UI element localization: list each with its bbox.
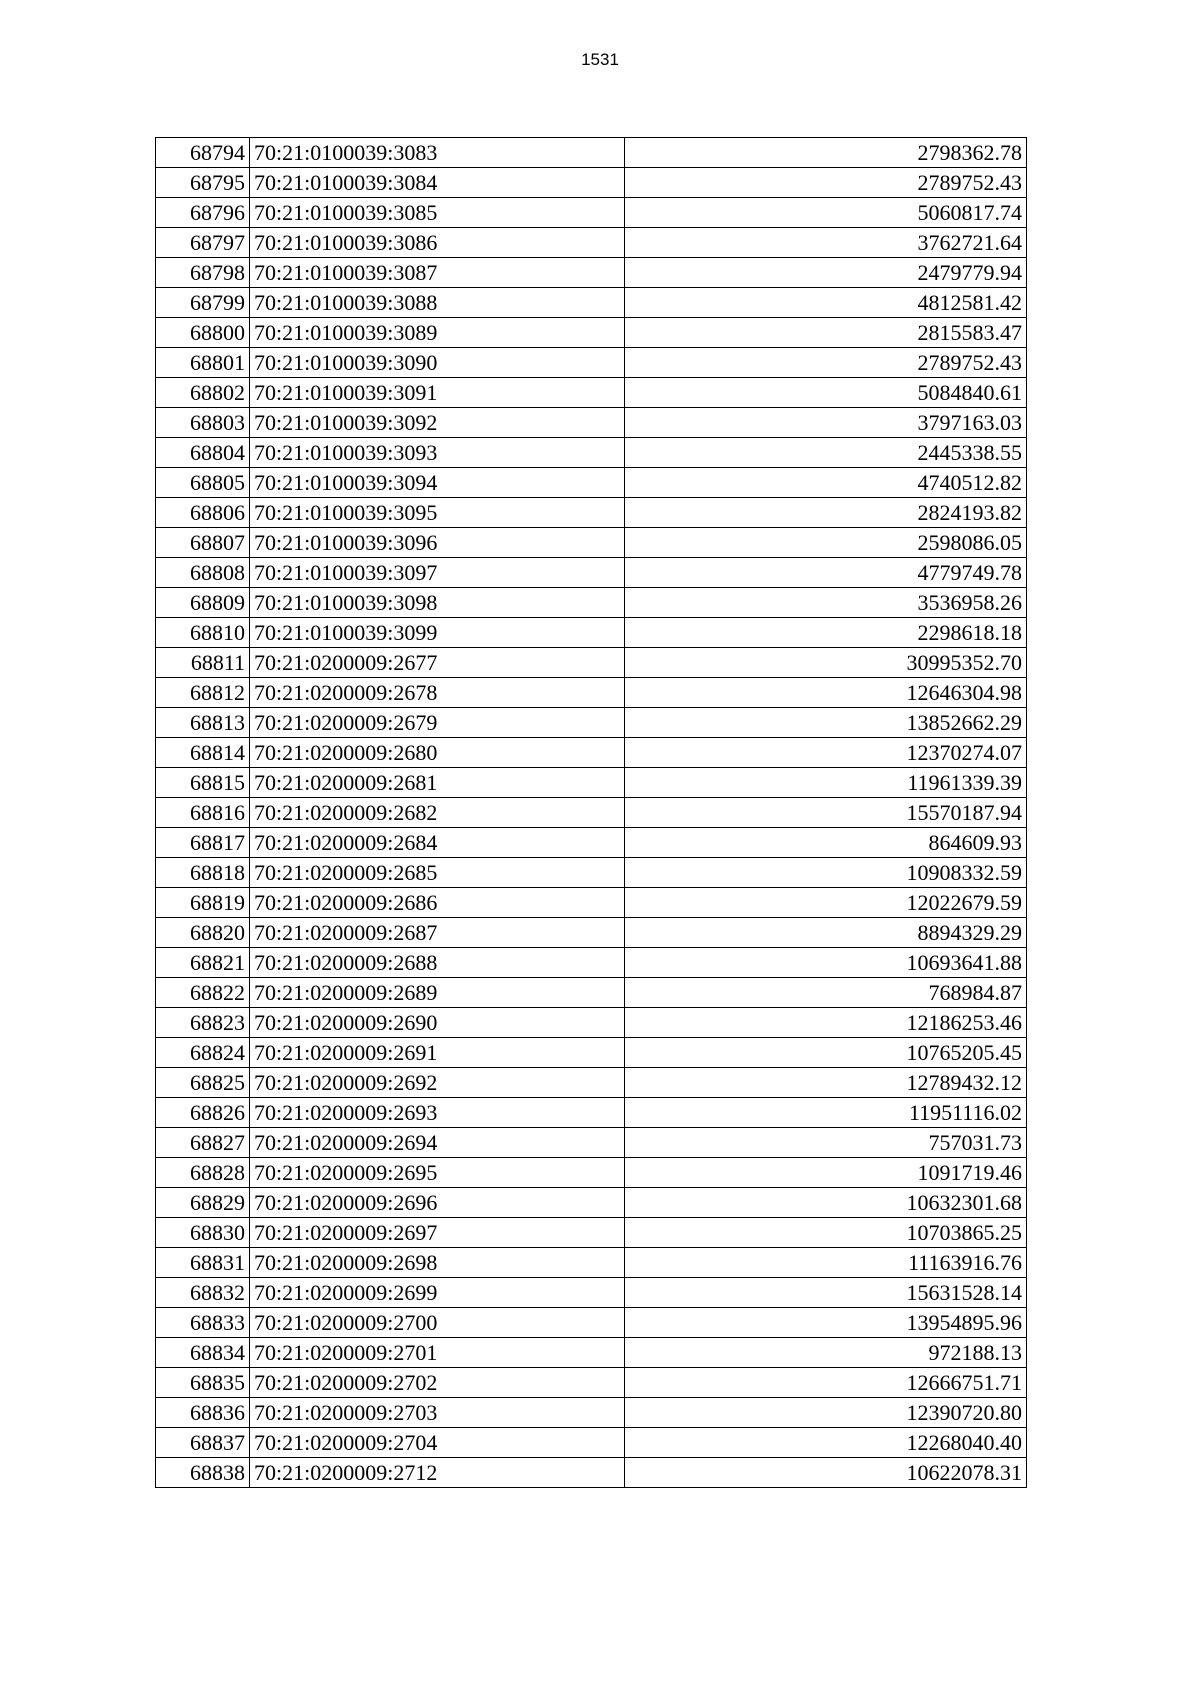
cadastral-value-cell: 757031.73 bbox=[625, 1128, 1027, 1158]
cadastral-value-cell: 11163916.76 bbox=[625, 1248, 1027, 1278]
cadastral-number-cell: 70:21:0200009:2677 bbox=[250, 648, 625, 678]
cadastral-number-cell: 70:21:0200009:2684 bbox=[250, 828, 625, 858]
table-row bbox=[156, 1428, 1027, 1458]
table-row bbox=[156, 858, 1027, 888]
cadastral-value-cell: 2789752.43 bbox=[625, 348, 1027, 378]
cadastral-number-cell: 70:21:0100039:3096 bbox=[250, 528, 625, 558]
row-number-cell: 68813 bbox=[156, 708, 250, 738]
row-number-cell: 68821 bbox=[156, 948, 250, 978]
cadastral-number-cell: 70:21:0100039:3098 bbox=[250, 588, 625, 618]
table-row bbox=[156, 1368, 1027, 1398]
cadastral-number-cell: 70:21:0200009:2696 bbox=[250, 1188, 625, 1218]
table-row bbox=[156, 1158, 1027, 1188]
cadastral-value-cell: 2479779.94 bbox=[625, 258, 1027, 288]
table-row bbox=[156, 1038, 1027, 1068]
row-number-cell: 68805 bbox=[156, 468, 250, 498]
cadastral-number-cell: 70:21:0200009:2686 bbox=[250, 888, 625, 918]
cadastral-number-cell: 70:21:0100039:3085 bbox=[250, 198, 625, 228]
page-number: 1531 bbox=[581, 50, 619, 69]
cadastral-value-cell: 5084840.61 bbox=[625, 378, 1027, 408]
table-row bbox=[156, 1098, 1027, 1128]
cadastral-value-cell: 10765205.45 bbox=[625, 1038, 1027, 1068]
table-row bbox=[156, 798, 1027, 828]
row-number-cell: 68817 bbox=[156, 828, 250, 858]
cadastral-value-cell: 10693641.88 bbox=[625, 948, 1027, 978]
cadastral-number-cell: 70:21:0100039:3087 bbox=[250, 258, 625, 288]
table-row bbox=[156, 408, 1027, 438]
cadastral-value-cell: 2298618.18 bbox=[625, 618, 1027, 648]
cadastral-value-cell: 15570187.94 bbox=[625, 798, 1027, 828]
cadastral-number-cell: 70:21:0100039:3089 bbox=[250, 318, 625, 348]
cadastral-number-cell: 70:21:0200009:2681 bbox=[250, 768, 625, 798]
row-number-cell: 68820 bbox=[156, 918, 250, 948]
row-number-cell: 68815 bbox=[156, 768, 250, 798]
row-number-cell: 68808 bbox=[156, 558, 250, 588]
cadastral-value-cell: 12666751.71 bbox=[625, 1368, 1027, 1398]
row-number-cell: 68823 bbox=[156, 1008, 250, 1038]
cadastral-number-cell: 70:21:0200009:2689 bbox=[250, 978, 625, 1008]
table-row bbox=[156, 1278, 1027, 1308]
table-row bbox=[156, 1308, 1027, 1338]
cadastral-number-cell: 70:21:0100039:3090 bbox=[250, 348, 625, 378]
table-row bbox=[156, 498, 1027, 528]
cadastral-value-cell: 2789752.43 bbox=[625, 168, 1027, 198]
cadastral-number-cell: 70:21:0200009:2704 bbox=[250, 1428, 625, 1458]
cadastral-number-cell: 70:21:0200009:2699 bbox=[250, 1278, 625, 1308]
cadastral-value-cell: 4740512.82 bbox=[625, 468, 1027, 498]
table-row bbox=[156, 1008, 1027, 1038]
row-number-cell: 68807 bbox=[156, 528, 250, 558]
table-row bbox=[156, 558, 1027, 588]
cadastral-value-cell: 12370274.07 bbox=[625, 738, 1027, 768]
table-row bbox=[156, 378, 1027, 408]
cadastral-number-cell: 70:21:0100039:3088 bbox=[250, 288, 625, 318]
cadastral-value-cell: 4812581.42 bbox=[625, 288, 1027, 318]
row-number-cell: 68832 bbox=[156, 1278, 250, 1308]
table-row bbox=[156, 708, 1027, 738]
table-row bbox=[156, 138, 1027, 168]
table-row bbox=[156, 318, 1027, 348]
table-row bbox=[156, 198, 1027, 228]
cadastral-number-cell: 70:21:0200009:2679 bbox=[250, 708, 625, 738]
row-number-cell: 68802 bbox=[156, 378, 250, 408]
table-row bbox=[156, 588, 1027, 618]
row-number-cell: 68838 bbox=[156, 1458, 250, 1488]
cadastral-number-cell: 70:21:0200009:2693 bbox=[250, 1098, 625, 1128]
cadastral-value-table bbox=[155, 137, 1027, 1488]
row-number-cell: 68835 bbox=[156, 1368, 250, 1398]
table-row bbox=[156, 828, 1027, 858]
row-number-cell: 68799 bbox=[156, 288, 250, 318]
cadastral-value-cell: 12390720.80 bbox=[625, 1398, 1027, 1428]
table-row bbox=[156, 948, 1027, 978]
row-number-cell: 68795 bbox=[156, 168, 250, 198]
cadastral-number-cell: 70:21:0200009:2694 bbox=[250, 1128, 625, 1158]
row-number-cell: 68812 bbox=[156, 678, 250, 708]
row-number-cell: 68825 bbox=[156, 1068, 250, 1098]
cadastral-number-cell: 70:21:0200009:2698 bbox=[250, 1248, 625, 1278]
cadastral-value-cell: 5060817.74 bbox=[625, 198, 1027, 228]
cadastral-value-cell: 3762721.64 bbox=[625, 228, 1027, 258]
cadastral-value-cell: 13852662.29 bbox=[625, 708, 1027, 738]
cadastral-value-cell: 12268040.40 bbox=[625, 1428, 1027, 1458]
cadastral-value-cell: 12022679.59 bbox=[625, 888, 1027, 918]
row-number-cell: 68822 bbox=[156, 978, 250, 1008]
table-row bbox=[156, 258, 1027, 288]
cadastral-value-cell: 972188.13 bbox=[625, 1338, 1027, 1368]
cadastral-value-cell: 10632301.68 bbox=[625, 1188, 1027, 1218]
cadastral-value-cell: 4779749.78 bbox=[625, 558, 1027, 588]
cadastral-value-cell: 11961339.39 bbox=[625, 768, 1027, 798]
cadastral-value-cell: 1091719.46 bbox=[625, 1158, 1027, 1188]
table-row bbox=[156, 1248, 1027, 1278]
cadastral-value-cell: 2824193.82 bbox=[625, 498, 1027, 528]
cadastral-number-cell: 70:21:0100039:3091 bbox=[250, 378, 625, 408]
row-number-cell: 68826 bbox=[156, 1098, 250, 1128]
cadastral-number-cell: 70:21:0200009:2692 bbox=[250, 1068, 625, 1098]
cadastral-value-cell: 2598086.05 bbox=[625, 528, 1027, 558]
table-row bbox=[156, 1398, 1027, 1428]
row-number-cell: 68801 bbox=[156, 348, 250, 378]
table-row bbox=[156, 1338, 1027, 1368]
cadastral-value-cell: 13954895.96 bbox=[625, 1308, 1027, 1338]
table-row bbox=[156, 918, 1027, 948]
cadastral-number-cell: 70:21:0200009:2703 bbox=[250, 1398, 625, 1428]
table-row bbox=[156, 438, 1027, 468]
cadastral-value-cell: 10622078.31 bbox=[625, 1458, 1027, 1488]
cadastral-number-cell: 70:21:0100039:3092 bbox=[250, 408, 625, 438]
table-row bbox=[156, 648, 1027, 678]
cadastral-value-cell: 768984.87 bbox=[625, 978, 1027, 1008]
row-number-cell: 68829 bbox=[156, 1188, 250, 1218]
cadastral-number-cell: 70:21:0200009:2678 bbox=[250, 678, 625, 708]
cadastral-number-cell: 70:21:0100039:3097 bbox=[250, 558, 625, 588]
cadastral-number-cell: 70:21:0200009:2691 bbox=[250, 1038, 625, 1068]
cadastral-number-cell: 70:21:0200009:2697 bbox=[250, 1218, 625, 1248]
cadastral-value-cell: 11951116.02 bbox=[625, 1098, 1027, 1128]
table-row bbox=[156, 1068, 1027, 1098]
row-number-cell: 68798 bbox=[156, 258, 250, 288]
row-number-cell: 68830 bbox=[156, 1218, 250, 1248]
table-row bbox=[156, 1188, 1027, 1218]
cadastral-number-cell: 70:21:0100039:3099 bbox=[250, 618, 625, 648]
row-number-cell: 68836 bbox=[156, 1398, 250, 1428]
row-number-cell: 68819 bbox=[156, 888, 250, 918]
row-number-cell: 68806 bbox=[156, 498, 250, 528]
table-row bbox=[156, 348, 1027, 378]
cadastral-value-cell: 864609.93 bbox=[625, 828, 1027, 858]
cadastral-number-cell: 70:21:0200009:2701 bbox=[250, 1338, 625, 1368]
row-number-cell: 68827 bbox=[156, 1128, 250, 1158]
cadastral-number-cell: 70:21:0100039:3094 bbox=[250, 468, 625, 498]
row-number-cell: 68837 bbox=[156, 1428, 250, 1458]
cadastral-value-cell: 12789432.12 bbox=[625, 1068, 1027, 1098]
table-body bbox=[156, 138, 1027, 1488]
cadastral-value-cell: 12646304.98 bbox=[625, 678, 1027, 708]
table-row bbox=[156, 978, 1027, 1008]
row-number-cell: 68811 bbox=[156, 648, 250, 678]
cadastral-value-cell: 30995352.70 bbox=[625, 648, 1027, 678]
row-number-cell: 68800 bbox=[156, 318, 250, 348]
cadastral-value-cell: 2445338.55 bbox=[625, 438, 1027, 468]
table-row bbox=[156, 228, 1027, 258]
cadastral-value-cell: 10908332.59 bbox=[625, 858, 1027, 888]
row-number-cell: 68797 bbox=[156, 228, 250, 258]
cadastral-number-cell: 70:21:0200009:2680 bbox=[250, 738, 625, 768]
table-row bbox=[156, 1128, 1027, 1158]
cadastral-value-cell: 10703865.25 bbox=[625, 1218, 1027, 1248]
row-number-cell: 68816 bbox=[156, 798, 250, 828]
cadastral-value-cell: 15631528.14 bbox=[625, 1278, 1027, 1308]
row-number-cell: 68831 bbox=[156, 1248, 250, 1278]
table-row bbox=[156, 168, 1027, 198]
cadastral-number-cell: 70:21:0200009:2687 bbox=[250, 918, 625, 948]
cadastral-number-cell: 70:21:0100039:3095 bbox=[250, 498, 625, 528]
cadastral-value-cell: 3797163.03 bbox=[625, 408, 1027, 438]
table-row bbox=[156, 678, 1027, 708]
row-number-cell: 68804 bbox=[156, 438, 250, 468]
table-row bbox=[156, 738, 1027, 768]
cadastral-number-cell: 70:21:0200009:2695 bbox=[250, 1158, 625, 1188]
table-row bbox=[156, 1458, 1027, 1488]
cadastral-number-cell: 70:21:0100039:3086 bbox=[250, 228, 625, 258]
table-row bbox=[156, 768, 1027, 798]
cadastral-number-cell: 70:21:0200009:2682 bbox=[250, 798, 625, 828]
table-row bbox=[156, 288, 1027, 318]
row-number-cell: 68824 bbox=[156, 1038, 250, 1068]
cadastral-value-cell: 12186253.46 bbox=[625, 1008, 1027, 1038]
row-number-cell: 68833 bbox=[156, 1308, 250, 1338]
cadastral-number-cell: 70:21:0100039:3084 bbox=[250, 168, 625, 198]
row-number-cell: 68834 bbox=[156, 1338, 250, 1368]
cadastral-value-cell: 2798362.78 bbox=[625, 138, 1027, 168]
cadastral-number-cell: 70:21:0200009:2712 bbox=[250, 1458, 625, 1488]
row-number-cell: 68794 bbox=[156, 138, 250, 168]
cadastral-number-cell: 70:21:0200009:2685 bbox=[250, 858, 625, 888]
cadastral-value-cell: 2815583.47 bbox=[625, 318, 1027, 348]
table-row bbox=[156, 468, 1027, 498]
cadastral-number-cell: 70:21:0200009:2700 bbox=[250, 1308, 625, 1338]
row-number-cell: 68810 bbox=[156, 618, 250, 648]
cadastral-number-cell: 70:21:0200009:2690 bbox=[250, 1008, 625, 1038]
cadastral-number-cell: 70:21:0100039:3083 bbox=[250, 138, 625, 168]
table-row bbox=[156, 528, 1027, 558]
row-number-cell: 68803 bbox=[156, 408, 250, 438]
row-number-cell: 68809 bbox=[156, 588, 250, 618]
cadastral-number-cell: 70:21:0200009:2688 bbox=[250, 948, 625, 978]
cadastral-number-cell: 70:21:0200009:2702 bbox=[250, 1368, 625, 1398]
row-number-cell: 68796 bbox=[156, 198, 250, 228]
table-row bbox=[156, 888, 1027, 918]
table-row bbox=[156, 618, 1027, 648]
row-number-cell: 68828 bbox=[156, 1158, 250, 1188]
row-number-cell: 68814 bbox=[156, 738, 250, 768]
row-number-cell: 68818 bbox=[156, 858, 250, 888]
table-row bbox=[156, 1218, 1027, 1248]
cadastral-value-cell: 8894329.29 bbox=[625, 918, 1027, 948]
cadastral-number-cell: 70:21:0100039:3093 bbox=[250, 438, 625, 468]
cadastral-value-cell: 3536958.26 bbox=[625, 588, 1027, 618]
